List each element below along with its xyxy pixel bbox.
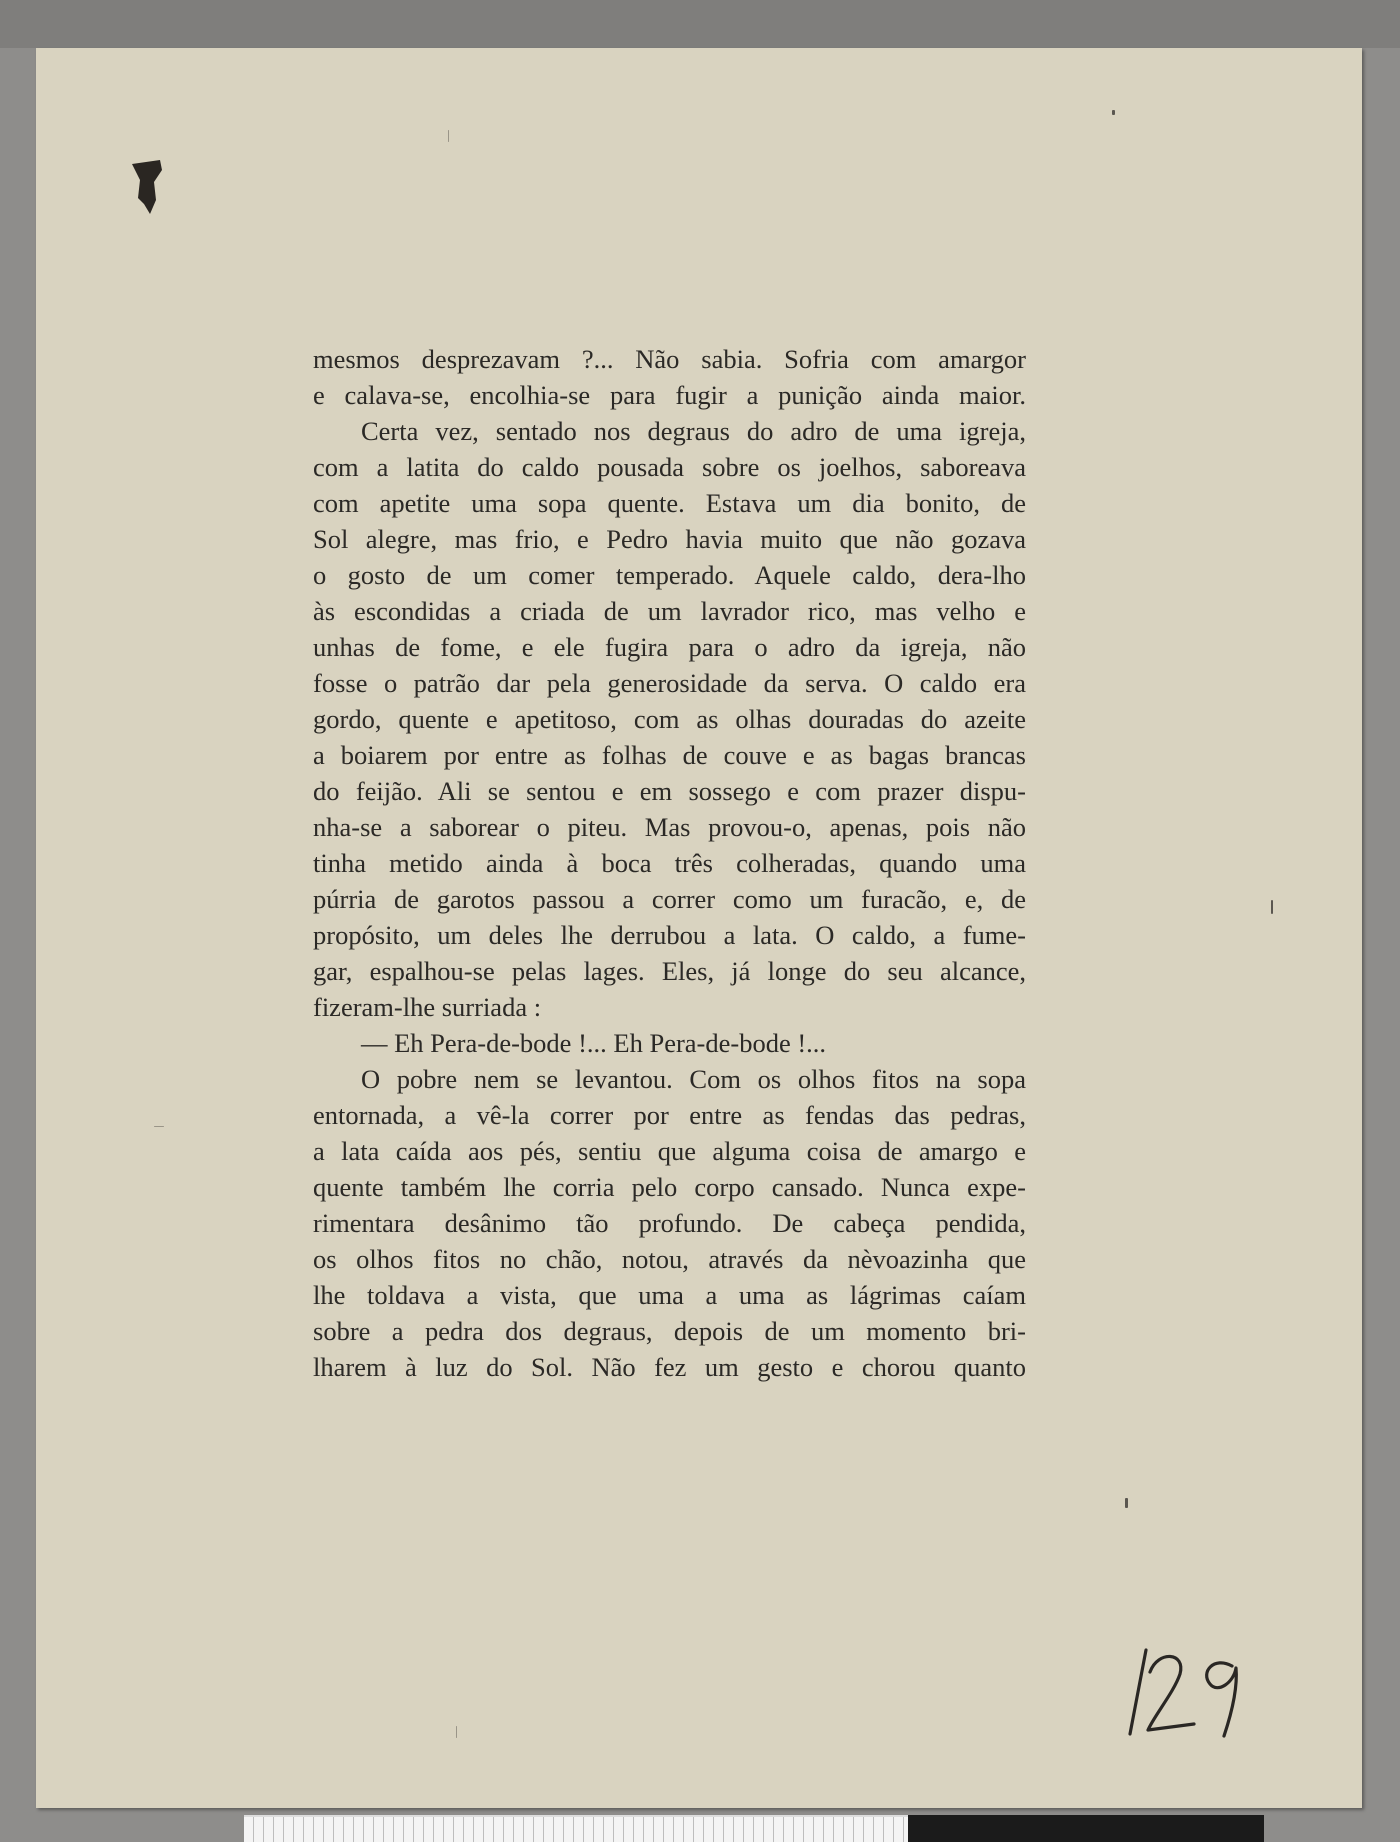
text-line: O pobre nem se levantou. Com os olhos fitos na sopa <box>361 1064 1026 1094</box>
text-line: gordo, quente e apetitoso, com as olhas douradas do azeite <box>313 704 1026 734</box>
text-line: nha-se a saborear o piteu. Mas provou-o, apenas, pois não <box>313 812 1026 842</box>
text-line: tinha metido ainda à boca três colheradas, quando uma <box>313 848 1026 878</box>
text-line: com a latita do caldo pousada sobre os joelhos, saboreava <box>313 452 1026 482</box>
text-line: fosse o patrão dar pela generosidade da serva. O caldo era <box>313 668 1026 698</box>
paper-speck <box>1112 110 1115 115</box>
text-line: unhas de fome, e ele fugira para o adro da igreja, não <box>313 632 1026 662</box>
scanner-background <box>0 0 1400 48</box>
color-scale-bar <box>244 1815 1264 1842</box>
text-line: lhe toldava a vista, que uma a uma as lágrimas caíam <box>313 1280 1026 1310</box>
text-line: com apetite uma sopa quente. Estava um dia bonito, de <box>313 488 1026 518</box>
text-line: entornada, a vê-la correr por entre as fendas das pedras, <box>313 1100 1026 1130</box>
paper-speck <box>456 1726 457 1738</box>
text-line: e calava-se, encolhia-se para fugir a punição ainda maior. <box>313 380 1026 410</box>
text-line: púrria de garotos passou a correr como um furacão, e, de <box>313 884 1026 914</box>
text-line: lharem à luz do Sol. Não fez um gesto e chorou quanto <box>313 1352 1026 1382</box>
text-line: do feijão. Ali se sentou e em sossego e com prazer dispu- <box>313 776 1026 806</box>
text-line: Sol alegre, mas frio, e Pedro havia muito que não gozava <box>313 524 1026 554</box>
text-line: rimentara desânimo tão profundo. De cabeça pendida, <box>313 1208 1026 1238</box>
paper-speck <box>1271 900 1273 914</box>
handwritten-page-number <box>1102 1632 1262 1742</box>
paper-speck <box>154 1126 164 1127</box>
text-line: os olhos fitos no chão, notou, através da nèvoazinha que <box>313 1244 1026 1274</box>
text-line: às escondidas a criada de um lavrador rico, mas velho e <box>313 596 1026 626</box>
text-line: propósito, um deles lhe derrubou a lata. O caldo, a fume- <box>313 920 1026 950</box>
paper-speck <box>448 130 449 142</box>
scale-black-segment <box>908 1815 1264 1842</box>
text-line: fizeram-lhe surriada : <box>313 992 542 1022</box>
paper-speck <box>1125 1498 1128 1508</box>
scale-ruler-segment <box>244 1815 908 1842</box>
text-line: sobre a pedra dos degraus, depois de um momento bri- <box>313 1316 1026 1346</box>
text-line: o gosto de um comer temperado. Aquele caldo, dera-lho <box>313 560 1026 590</box>
text-line: — Eh Pera-de-bode !... Eh Pera-de-bode !... <box>361 1028 827 1058</box>
text-line: Certa vez, sentado nos degraus do adro de uma igreja, <box>361 416 1026 446</box>
torn-corner-mark <box>130 160 164 214</box>
text-line: mesmos desprezavam ?... Não sabia. Sofria com amargor <box>313 344 1026 374</box>
text-line: gar, espalhou-se pelas lages. Eles, já longe do seu alcance, <box>313 956 1026 986</box>
text-line: quente também lhe corria pelo corpo cansado. Nunca expe- <box>313 1172 1026 1202</box>
text-line: a boiarem por entre as folhas de couve e as bagas brancas <box>313 740 1026 770</box>
text-line: a lata caída aos pés, sentiu que alguma coisa de amargo e <box>313 1136 1026 1166</box>
body-text <box>313 341 1026 1385</box>
